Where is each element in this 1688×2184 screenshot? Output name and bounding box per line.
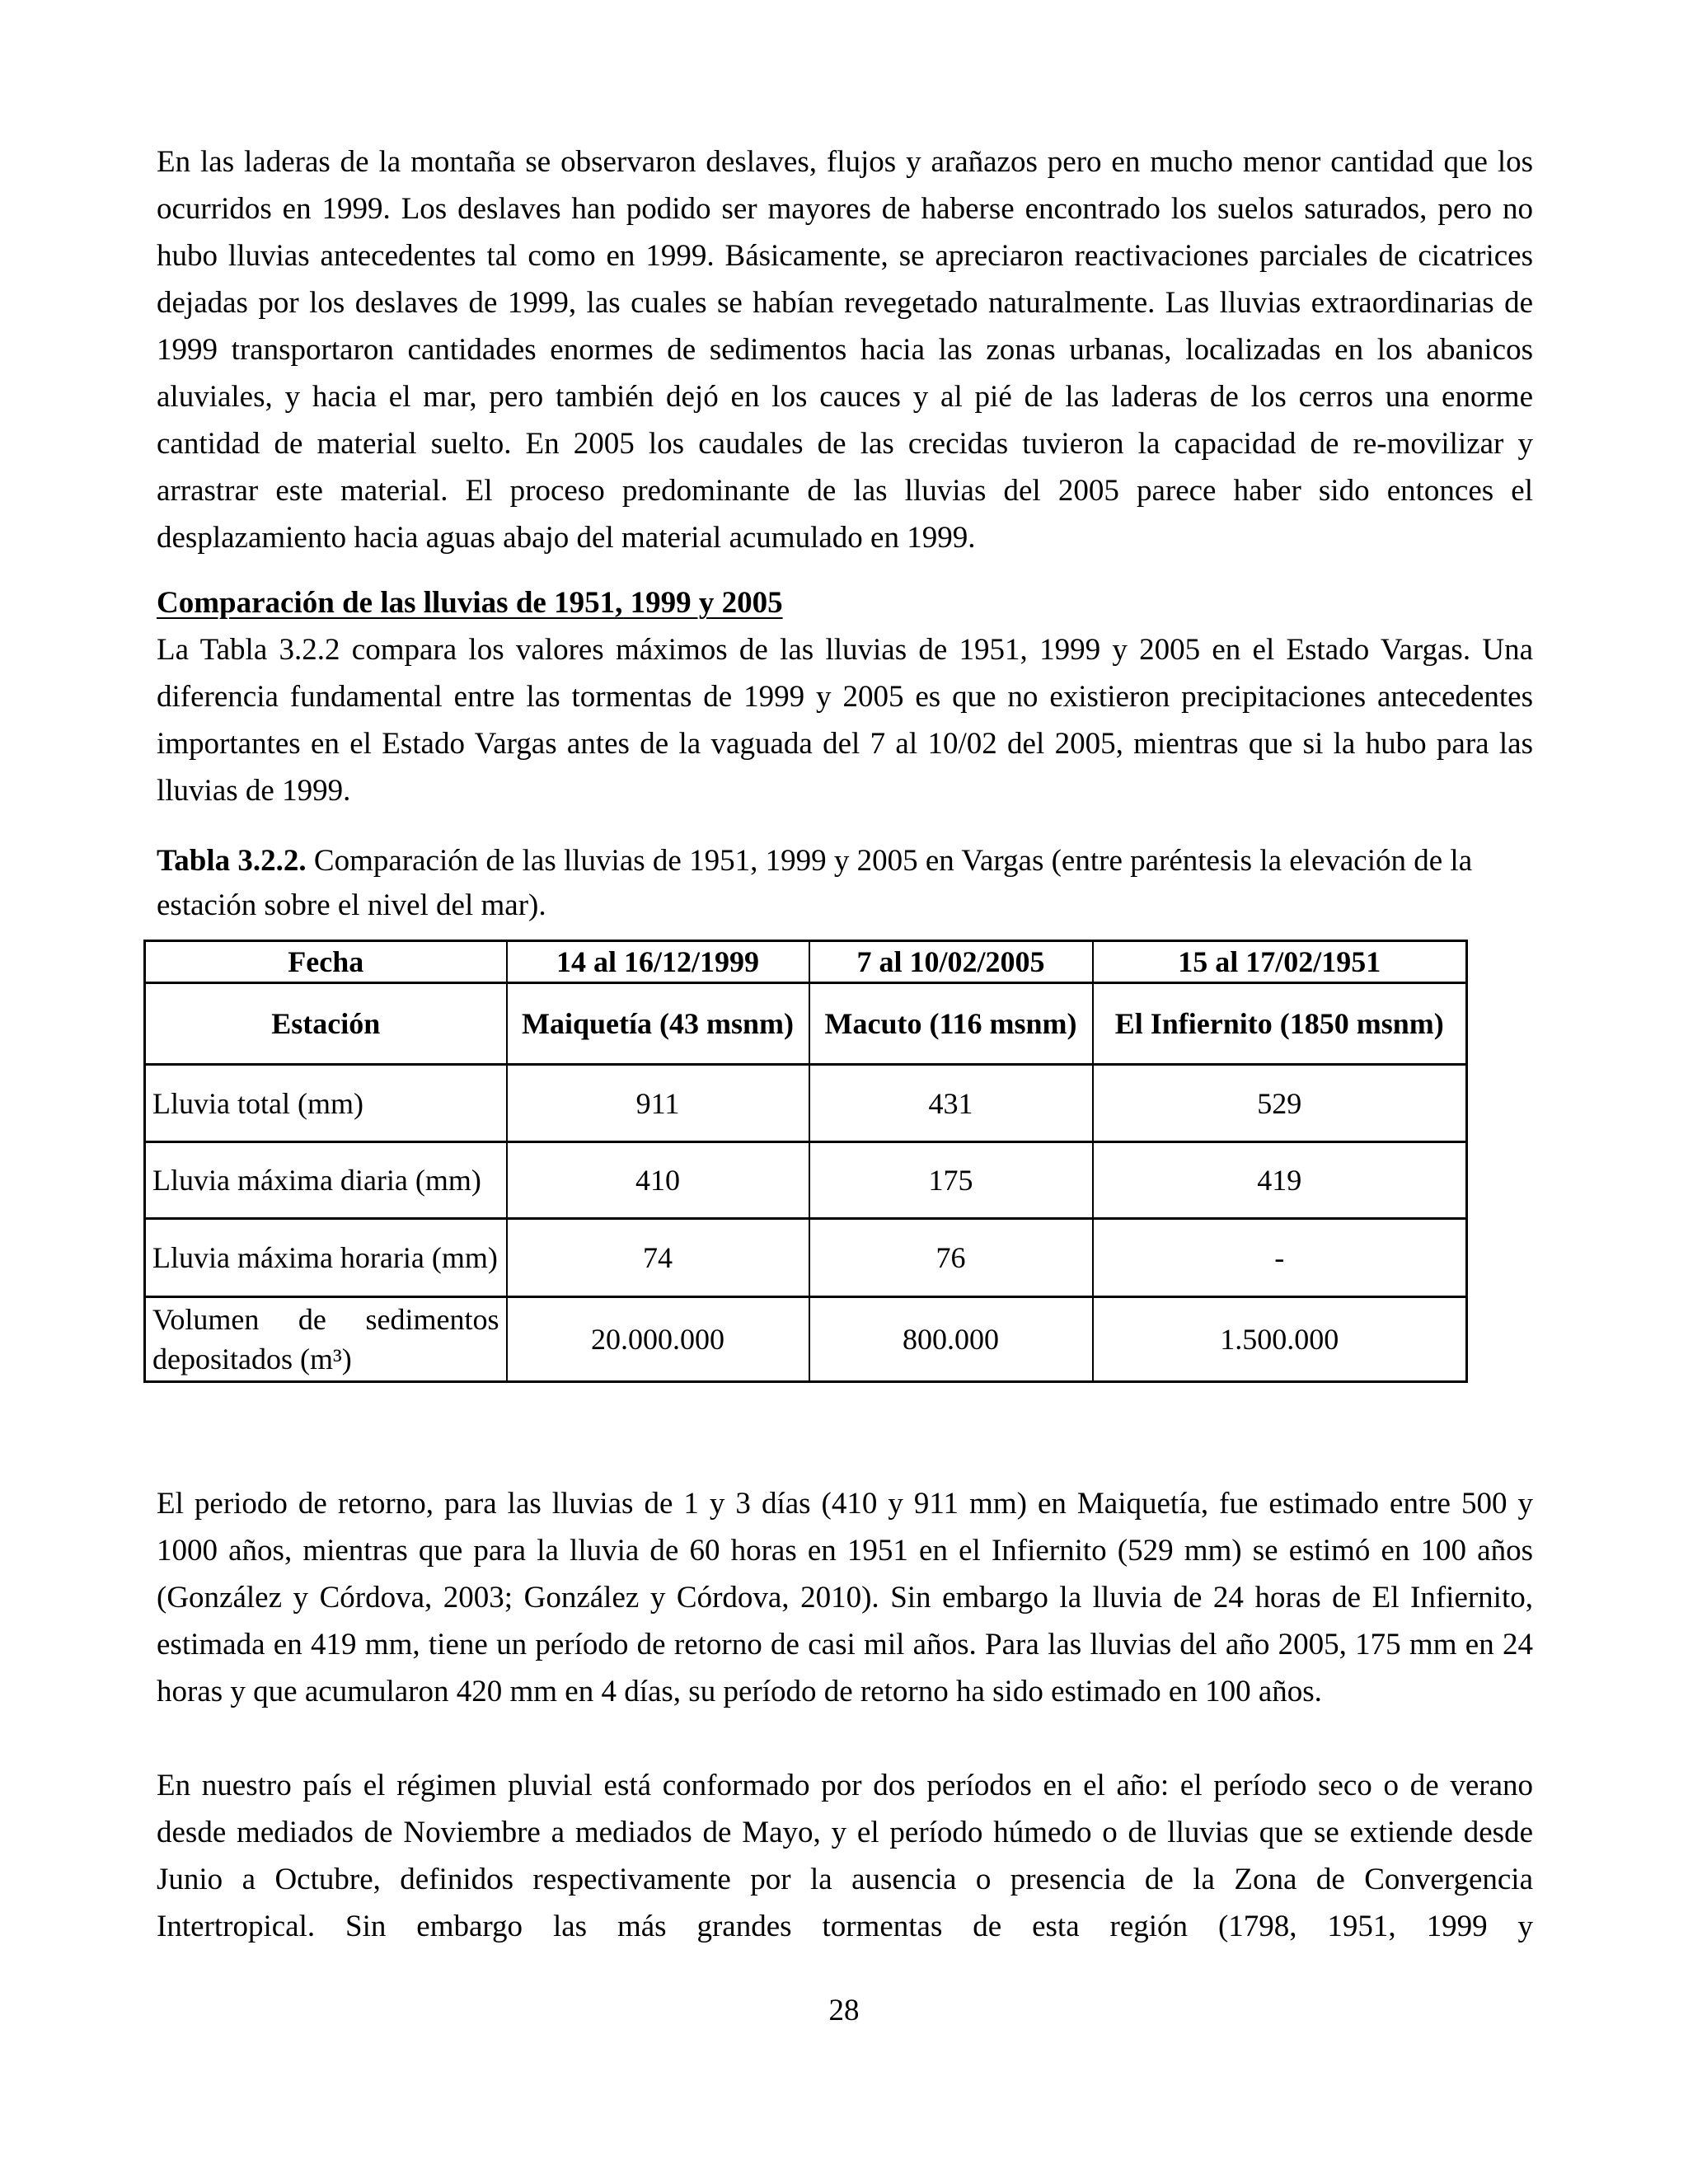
cell-horaria-macuto: 76 [809, 1219, 1093, 1297]
rainfall-comparison-table [143, 940, 1468, 1383]
paragraph-deslaves: En las laderas de la montaña se observaron deslaves, flujos y arañazos pero en mucho menor cantidad que los ocurridos en 1999. Los deslaves han podido ser mayores de haberse encontrado los suelos saturados, pero no hubo lluvias antecedentes tal como en 1999. Básicamente, se apreciaron reactivaciones parciales de cicatrices dejadas por los deslaves de 1999, las cuales se habían revegetado naturalmente. Las lluvias extraordinarias de 1999 transportaron cantidades enormes de sedimentos hacia las zonas urbanas, localizadas en los abanicos aluviales, y hacia el mar, pero también dejó en los cauces y al pié de las laderas de los cerros una enorme cantidad de material suelto. En 2005 los caudales de las crecidas tuvieron la capacidad de re-movilizar y arrastrar este material. El proceso predominante de las lluvias del 2005 parece haber sido entonces el desplazamiento hacia aguas abajo del material acumulado en 1999. [157, 145, 1533, 555]
paragraph-tabla-intro: La Tabla 3.2.2 compara los valores máximos de las lluvias de 1951, 1999 y 2005 en el Estado Vargas. Una diferencia fundamental entre las tormentas de 1999 y 2005 es que no existieron precipitaciones antecedentes importantes en el Estado Vargas antes de la vaguada del 7 al 10/02 del 2005, mientras que si la hubo para las lluvias de 1999. [157, 633, 1533, 808]
cell-lluvia-total-macuto: 431 [809, 1065, 1093, 1142]
cell-lluvia-total-maiquetia: 911 [507, 1065, 809, 1142]
paragraph-periodo-retorno: El periodo de retorno, para las lluvias de 1 y 3 días (410 y 911 mm) en Maiquetía, fue estimado entre 500 y 1000 años, mientras que para la lluvia de 60 horas en 1951 en el Infiernito (529 mm) se estimó en 100 años (González y Córdova, 2003; González y Córdova, 2010). Sin embargo la lluvia de 24 horas de El Infiernito, estimada en 419 mm, tiene un período de retorno de casi mil años. Para las lluvias del año 2005, 175 mm en 24 horas y que acumularon 420 mm en 4 días, su período de retorno ha sido estimado en 100 años. [157, 1487, 1533, 1708]
row-label-lluvia-total: Lluvia total (mm) [145, 1065, 507, 1142]
cell-volumen-macuto: 800.000 [809, 1297, 1093, 1382]
cell-diaria-infiernito: 419 [1093, 1142, 1467, 1219]
cell-horaria-maiquetia: 74 [507, 1219, 809, 1297]
table-caption-text: Comparación de las lluvias de 1951, 1999 y 2005 en Vargas (entre paréntesis la elevación de la estación sobre el nivel del mar). [157, 844, 1473, 922]
cell-lluvia-total-infiernito: 529 [1093, 1065, 1467, 1142]
section-heading-comparacion: Comparación de las lluvias de 1951, 1999 y 2005 [157, 586, 783, 620]
table-caption [157, 839, 1533, 928]
header-cell-fecha-1999: 14 al 16/12/1999 [507, 941, 809, 983]
row-label-lluvia-maxima-diaria: Lluvia máxima diaria (mm) [145, 1142, 507, 1219]
header-cell-fecha-2005: 7 al 10/02/2005 [809, 941, 1093, 983]
page-number: 28 [828, 1994, 860, 2027]
header-cell-fecha: Fecha [145, 941, 507, 983]
cell-diaria-macuto: 175 [809, 1142, 1093, 1219]
header-cell-estacion: Estación [145, 983, 507, 1065]
table-caption-label: Tabla 3.2.2. [157, 844, 307, 878]
cell-diaria-maiquetia: 410 [507, 1142, 809, 1219]
cell-horaria-infiernito: - [1093, 1219, 1467, 1297]
table-row-lluvia-maxima-horaria [145, 1219, 1467, 1297]
header-cell-macuto: Macuto (116 msnm) [809, 983, 1093, 1065]
row-label-lluvia-maxima-horaria: Lluvia máxima horaria (mm) [145, 1219, 507, 1297]
page-content [152, 138, 1533, 1950]
header-cell-maiquetia: Maiquetía (43 msnm) [507, 983, 809, 1065]
cell-volumen-maiquetia: 20.000.000 [507, 1297, 809, 1382]
table-row-volumen-sedimentos [145, 1297, 1467, 1382]
row-label-volumen-sedimentos: Volumen de sedimentos depositados (m³) [145, 1297, 507, 1382]
table-header-row-estacion [145, 983, 1467, 1065]
cell-volumen-infiernito: 1.500.000 [1093, 1297, 1467, 1382]
paragraph-regimen-pluvial: En nuestro país el régimen pluvial está conformado por dos períodos en el año: el período seco o de verano desde mediados de Noviembre a mediados de Mayo, y el período húmedo o de lluvias que se extiende desde Junio a Octubre, definidos respectivamente por la ausencia o presencia de la Zona de Convergencia Intertropical. Sin embargo las más grandes tormentas de esta región (1798, 1951, 1999 y [157, 1769, 1533, 1943]
table-header-row-fecha [145, 941, 1467, 983]
header-cell-fecha-1951: 15 al 17/02/1951 [1093, 941, 1467, 983]
table-row-lluvia-total [145, 1065, 1467, 1142]
header-cell-infiernito: El Infiernito (1850 msnm) [1093, 983, 1467, 1065]
table-row-lluvia-maxima-diaria [145, 1142, 1467, 1219]
